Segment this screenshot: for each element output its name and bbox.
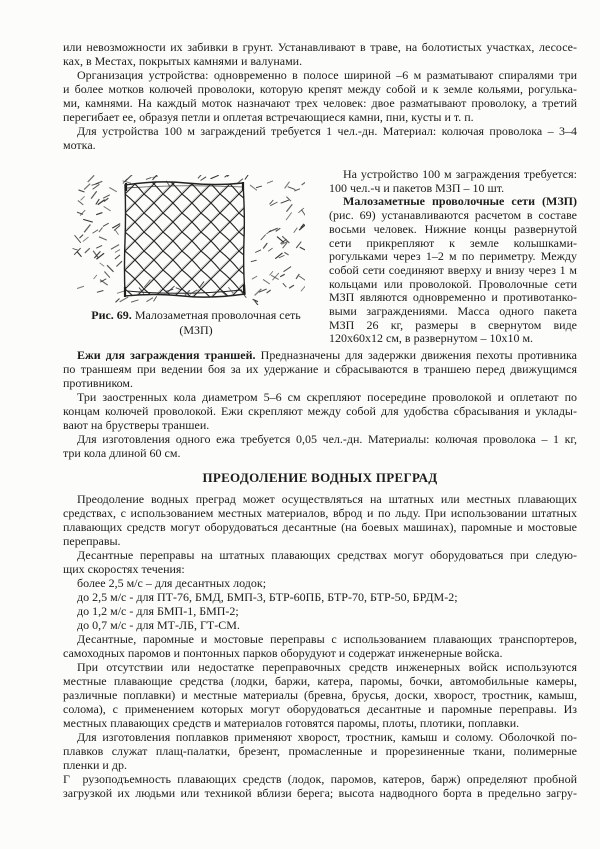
text-line: выми заграждениями. Масса одного пакета bbox=[329, 304, 577, 319]
net-mesh bbox=[125, 182, 246, 297]
text-line: плавающих средств могут оборудоваться десантные (на боевых машинах), паромные и мостовые bbox=[63, 520, 577, 535]
text-line: и более мотков колючей проволоки, которую крепят между собой и к земле кольями, рогулька- bbox=[63, 82, 577, 96]
text-line: по траншеям при ведении боя за их удержание и сбрасываются в траншею перед движущимся bbox=[63, 362, 577, 377]
text-line: МЗП 26 кг, размеры в свернутом виде bbox=[329, 317, 577, 332]
text-line: Десантные, паромные и мостовые переправы с использованием плавающих транспортеров, bbox=[77, 632, 577, 647]
text-line: местных плавающих средств и материалов готовятся паромы, плоты, плотики, поплавки. bbox=[63, 716, 520, 731]
text-line: На устройство 100 м заграждения требуется: bbox=[343, 167, 577, 181]
mid-paragraphs bbox=[63, 348, 577, 460]
text-line: При отсутствии или недостатке переправочных средств инженерных войск используются bbox=[77, 660, 577, 675]
text-line: Рис. 69. Малозаметная проволочная сеть bbox=[91, 308, 301, 322]
text-line: сети прикрепляют к земле колышками- bbox=[329, 235, 577, 250]
text-line: Три заостренных кола диаметром 5–6 см скрепляют посередине проволокой и оплетают по bbox=[77, 390, 577, 405]
text-line: Для изготовления одного ежа требуется 0,05 чел.-дн. Материалы: колючая проволока – 1 кг, bbox=[77, 432, 577, 447]
figure-caption bbox=[63, 308, 329, 337]
text-line: Десантные переправы на штатных плавающих средствах могут оборудоваться при следую- bbox=[77, 548, 577, 563]
text-line: собой сети соединяют вверху и внизу через 1 м bbox=[329, 262, 577, 277]
text-line: МЗП являются одновременно и противотанко- bbox=[329, 290, 577, 305]
text-line: различные поплавки) и местные материалы (бревна, брусья, доски, хворост, тростник, камыш, bbox=[63, 688, 577, 703]
wire-net-illustration bbox=[68, 175, 305, 305]
figure-row bbox=[63, 165, 577, 346]
text-line: три кола длиной 60 см. bbox=[63, 446, 181, 461]
text-line: 100 чел.-ч и пакетов МЗП – 10 шт. bbox=[329, 180, 505, 195]
text-line: переправы. bbox=[63, 534, 121, 549]
text-line: до 1,2 м/с - для БМП-1, БМП-2; bbox=[77, 604, 239, 619]
text-line: Для устройства 100 м заграждений требуется 1 чел.-дн. Материал: колючая проволока – 3–4 bbox=[77, 124, 577, 138]
text-line: самоходных паромов и понтонных парков оборудуют и содержат инженерные войска. bbox=[63, 646, 503, 661]
figure-side-text bbox=[329, 165, 577, 346]
text-line: (рис. 69) устанавливаются расчетом в составе bbox=[329, 208, 577, 223]
text-line: кольцами или проволокой. Проволочные сети bbox=[329, 276, 577, 291]
text-line: вают на брустверы траншеи. bbox=[63, 418, 210, 433]
text-line: (МЗП) bbox=[179, 322, 213, 337]
text-line: Преодоление водных преград может осуществляться на штатных или местных плавающих bbox=[77, 492, 577, 507]
text-line: щих скоростях течения: bbox=[63, 562, 185, 577]
text-line: или невозможности их забивки в грунт. Устанавливают в траве, на болотистых участках, лесосе- bbox=[63, 40, 577, 54]
bottom-paragraphs bbox=[63, 492, 577, 800]
text-line: Малозаметные проволочные сети (МЗП) bbox=[343, 194, 577, 209]
text-line: Для изготовления поплавков применяют хворост, тростник, камыш и солому. Оболочкой по- bbox=[77, 730, 577, 745]
text-line: Организация устройства: одновременно в полосе шириной –6 м разматывают спиралями три bbox=[77, 68, 577, 82]
text-line: ми, камнями. На каждый моток назначают трех человек: двое разматывают проволоку, а третий bbox=[63, 96, 577, 110]
text-line: более 2,5 м/с – для десантных лодок; bbox=[77, 576, 267, 591]
text-line: мотка. bbox=[63, 138, 96, 152]
text-line: плавков служат плащ-палатки, брезент, промасленные и прорезиненные ткани, полимерные bbox=[63, 744, 577, 759]
figure-69 bbox=[63, 165, 329, 346]
section-heading: ПРЕОДОЛЕНИЕ ВОДНЫХ ПРЕГРАД bbox=[202, 470, 438, 486]
text-line: Г рузоподъемность плавающих средств (лодок, паромов, катеров, барж) определяют пробной bbox=[63, 772, 577, 787]
top-paragraphs bbox=[63, 40, 577, 152]
text-line: рогульками через 1–2 м по периметру. Между bbox=[329, 249, 577, 264]
text-line: восьми человек. Нижние концы развернутой bbox=[329, 221, 577, 236]
text-line: средствах, с использованием местных материалов, вброд и по льду. При использовании штатных bbox=[63, 506, 577, 521]
text-line: перегибает ее, образуя петли и оплетая встречающиеся камни, пни, кусты и т. п. bbox=[63, 110, 474, 124]
text-line: до 2,5 м/с - для ПТ-76, БМД, БМП-3, БТР-60ПБ, БТР-70, БТР-50, БРДМ-2; bbox=[77, 590, 458, 605]
text-line: 120x60x12 см, в развернутом – 10x10 м. bbox=[329, 331, 534, 346]
text-line: ках, в Местах, покрытых камнями и валунами. bbox=[63, 54, 303, 68]
text-line: противником. bbox=[63, 376, 134, 391]
text-line: до 0,7 м/с - для МТ-ЛБ, ГТ-СМ. bbox=[77, 618, 240, 633]
text-line: концам колючей проволокой. Ежи скрепляют между собой для удобства сбрасывания и уклады- bbox=[63, 404, 577, 419]
text-line: Ежи для заграждения траншей. Предназначены для задержки движения пехоты противника bbox=[77, 348, 578, 363]
text-line: местные плавающие средства (лодки, баржи, катера, паромы, бочки, автомобильные камеры, bbox=[63, 674, 577, 689]
text-line: загрузкой их людьми или техникой вблизи берега; высота надводного борта в предельно загру- bbox=[63, 786, 577, 801]
text-line: солома), с применением которых могут оборудоваться десантные и паромные переправы. Из bbox=[63, 702, 577, 717]
text-line: пленки и др. bbox=[63, 758, 127, 773]
